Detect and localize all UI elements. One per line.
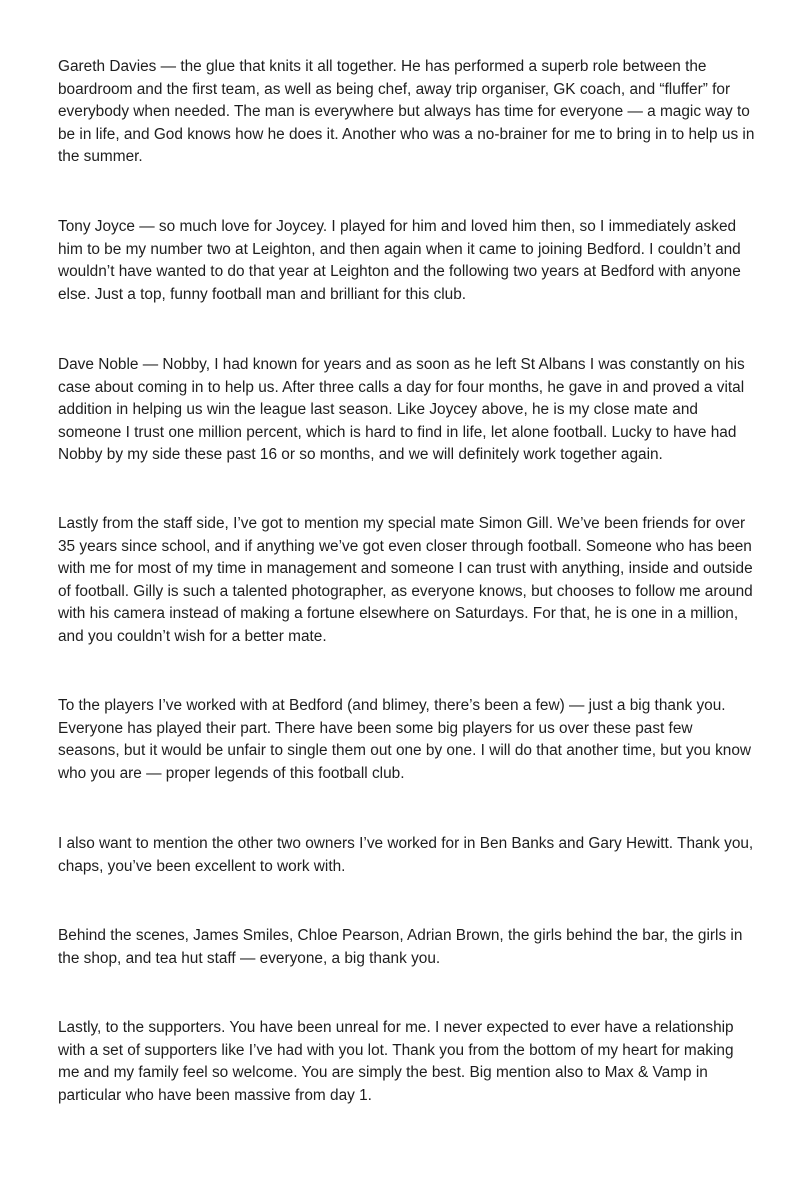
paragraph-gareth-davies: Gareth Davies — the glue that knits it all together. He has performed a superb role between the boardroom and the first team, as well as being chef, away trip organiser, GK coach, and “fluffer” for everybody when needed. The man is everywhere but always has time for everyone — a magic way to be in life, and God knows how he does it. Another who was a no-brainer for me to bring in to help us in the summer. xyxy=(58,58,755,165)
paragraph-tony-joyce: Tony Joyce — so much love for Joycey. I played for him and loved him then, so I immediately asked him to be my number two at Leighton, and then again when it came to joining Bedford. I couldn’t and wouldn’t have wanted to do that year at Leighton and the following two years at Bedford with anyone else. Just a top, funny football man and brilliant for this club. xyxy=(58,218,741,303)
paragraph-simon-gill: Lastly from the staff side, I’ve got to mention my special mate Simon Gill. We’ve been friends for over 35 years since school, and if anything we’ve got even closer through football. Someone who has been with me for most of my time in management and someone I can trust with anything, inside and outside of football. Gilly is such a talented photographer, as everyone knows, but chooses to follow me around with his camera instead of making a fortune elsewhere on Saturdays. For that, he is one in a million, and you couldn’t wish for a better mate. xyxy=(58,515,753,645)
paragraph-players: To the players I’ve worked with at Bedford (and blimey, there’s been a few) — just a big thank you. Everyone has played their part. There have been some big players for us over these past few seasons, but it would be unfair to single them out one by one. I will do that another time, but you know who you are — proper legends of this football club. xyxy=(58,697,751,782)
paragraph-dave-noble: Dave Noble — Nobby, I had known for years and as soon as he left St Albans I was constantly on his case about coming in to help us. After three calls a day for four months, he gave in and proved a vital addition in helping us win the league last season. Like Joycey above, he is my close mate and someone I trust one million percent, which is hard to find in life, let alone football. Lucky to have had Nobby by my side these past 16 or so months, and we will definitely work together again. xyxy=(58,356,745,463)
paragraph-owners: I also want to mention the other two owners I’ve worked for in Ben Banks and Gary Hewitt. Thank you, chaps, you’ve been excellent to work with. xyxy=(58,835,754,875)
paragraph-behind-the-scenes: Behind the scenes, James Smiles, Chloe Pearson, Adrian Brown, the girls behind the bar, the girls in the shop, and tea hut staff — everyone, a big thank you. xyxy=(58,927,743,967)
paragraph-supporters: Lastly, to the supporters. You have been unreal for me. I never expected to ever have a relationship with a set of supporters like I’ve had with you lot. Thank you from the bottom of my heart for making me and my family feel so welcome. You are simply the best. Big mention also to Max & Vamp in particular who have been massive from day 1. xyxy=(58,1019,734,1104)
